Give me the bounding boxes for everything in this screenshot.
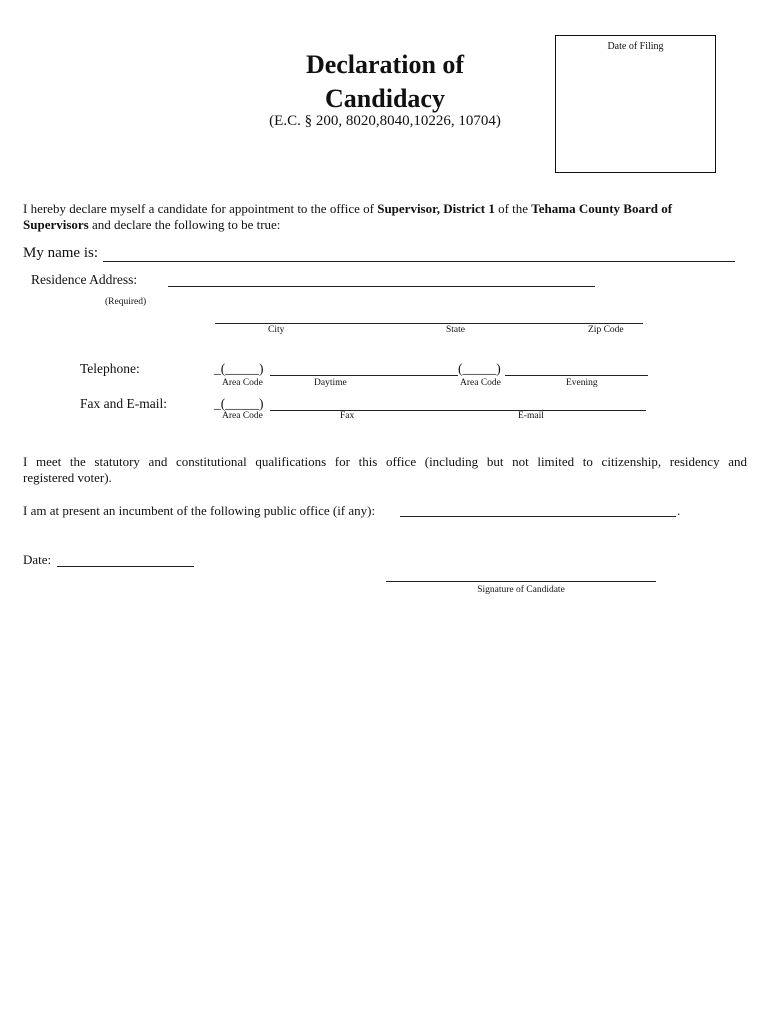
residence-address-line[interactable] [168, 286, 595, 287]
intro-line-1 [23, 201, 672, 217]
email-caption: E-mail [518, 411, 544, 421]
telephone-daytime-line[interactable] [270, 375, 458, 376]
incumbent-period: . [677, 503, 681, 518]
city-state-zip-line[interactable] [215, 323, 643, 324]
intro-text: I hereby declare myself a candidate for appointment to the office of [23, 201, 378, 216]
office-name: Supervisor, District 1 [377, 201, 495, 216]
title-line-2: Candidacy [325, 84, 445, 113]
incumbent-office-line[interactable] [400, 516, 676, 517]
fax-email-line[interactable] [270, 410, 646, 411]
signature-line[interactable] [386, 581, 656, 582]
board-name-line-1: Tehama County Board of [531, 201, 673, 216]
date-of-filing-box [555, 35, 716, 173]
title-line-1: Declaration of [305, 50, 465, 79]
date-of-filing-label: Date of Filing [607, 41, 664, 52]
name-input-line[interactable] [103, 261, 735, 262]
date-input-line[interactable] [57, 566, 194, 567]
name-label: My name is: [23, 245, 98, 261]
telephone-evening-line[interactable] [505, 375, 648, 376]
daytime-caption: Daytime [314, 378, 347, 388]
incumbent-statement: I am at present an incumbent of the following public office (if any): [23, 503, 376, 518]
election-code-reference: (E.C. § 200, 8020,8040,10226, 10704) [269, 113, 501, 129]
fax-email-label: Fax and E-mail: [80, 396, 167, 411]
city-caption: City [268, 325, 285, 335]
fax-area-code[interactable]: _(_____) [214, 396, 264, 411]
telephone-label: Telephone: [80, 361, 140, 376]
zip-code-caption: Zip Code [588, 325, 624, 335]
qualifications-line-2: registered voter). [23, 470, 112, 485]
date-label: Date: [23, 552, 52, 567]
area-code-caption: Area Code [222, 378, 263, 388]
state-caption: State [446, 325, 465, 335]
telephone-evening-area-code[interactable]: (_____) [458, 361, 501, 376]
area-code-caption: Area Code [222, 411, 263, 421]
intro-text-end: and declare the following to be true: [88, 217, 281, 232]
qualifications-line-1: I meet the statutory and constitutional qualifications for this office (including but not limited to citizenship, residency and [23, 454, 747, 469]
intro-of-the: of the [494, 201, 532, 216]
residence-address-label: Residence Address: [31, 272, 138, 287]
area-code-caption: Area Code [460, 378, 501, 388]
fax-caption: Fax [340, 411, 355, 421]
required-note: (Required) [105, 297, 147, 307]
telephone-daytime-area-code[interactable]: _(_____) [214, 361, 264, 376]
signature-caption: Signature of Candidate [477, 585, 565, 595]
evening-caption: Evening [566, 378, 598, 388]
intro-line-2 [23, 217, 280, 233]
board-name-line-2: Supervisors [23, 217, 89, 232]
